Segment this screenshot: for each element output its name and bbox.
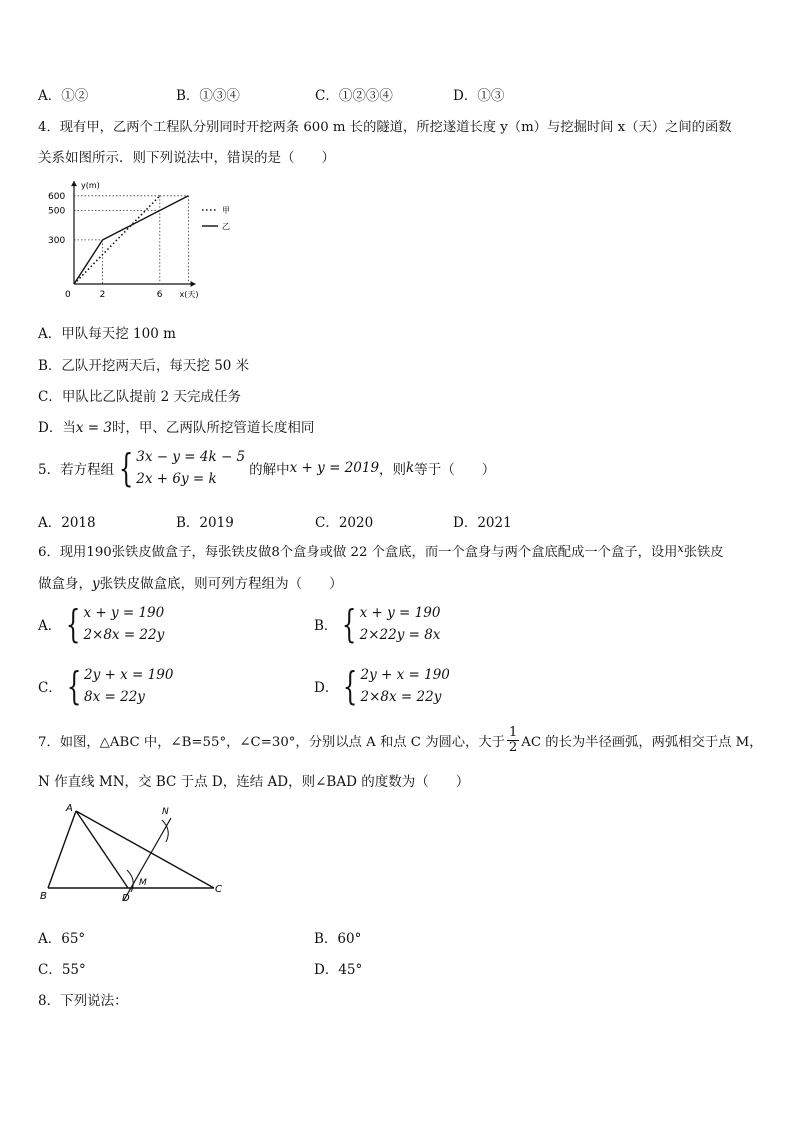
q6-option-a-label: A． — [38, 618, 62, 634]
x-axis-arrow-icon — [191, 281, 196, 287]
q5-mid2: ，则 — [379, 462, 407, 478]
q7-text-b: AC 的长为半径画弧，两弧相交于点 M， — [521, 735, 763, 750]
y-axis-arrow-icon — [71, 181, 77, 186]
q6-option-b-label: B． — [314, 618, 338, 634]
left-brace-icon: { — [66, 602, 81, 646]
q6-option-a-eq2: 2×8x = 22y — [83, 627, 165, 643]
q6-option-d — [314, 664, 450, 708]
q6-option-c-label: C． — [38, 680, 62, 696]
q6-var-y: y — [92, 576, 100, 592]
q7-option-a: A．65° — [38, 931, 86, 947]
q5-stem — [38, 446, 495, 490]
q6-option-d-label: D． — [314, 680, 339, 696]
q5-option-b: B．2019 — [176, 515, 234, 531]
q6-text-d: 张铁皮 — [683, 545, 724, 560]
q4-stem-line2: 关系如图所示．则下列说法中，错误的是（ ） — [38, 150, 335, 166]
point-label-d: D — [122, 893, 130, 904]
q4-option-d — [38, 416, 314, 436]
q6-num-190: 190 — [86, 545, 112, 560]
q3-option-b: B．①③④ — [176, 88, 240, 104]
q6-text-b: 张铁皮做盒子，每张铁皮做 — [111, 545, 272, 560]
q5-condition: x + y = 2019 — [289, 460, 380, 476]
q6-option-b-eq1: x + y = 190 — [359, 605, 441, 621]
q7-stem-line2: N 作直线 MN，交 BC 于点 D，连结 AD，则∠BAD 的度数为（ ） — [38, 774, 470, 790]
q6-text-a: 6．现用 — [38, 545, 87, 560]
q7-option-d: D．45° — [314, 962, 363, 978]
x-tick-label: 2 — [99, 290, 106, 300]
q6-text-f: 张铁皮做盒底，则可列方程组为（ ） — [99, 576, 343, 592]
x-tick-label: 6 — [156, 290, 163, 300]
legend-label-yi: 乙 — [222, 222, 230, 231]
left-brace-icon: { — [343, 664, 358, 708]
q7-frac-num: 1 — [508, 725, 518, 740]
left-brace-icon: { — [342, 602, 357, 646]
point-label-c: C — [215, 884, 222, 895]
q7-triangle-figure — [36, 800, 236, 910]
q5-option-d: D．2021 — [453, 515, 512, 531]
left-brace-icon: { — [118, 446, 134, 490]
y-tick-label: 600 — [48, 191, 66, 202]
x-axis-label: x(天) — [179, 290, 199, 299]
q4-option-d-suffix: 时，甲、乙两队所挖管道长度相同 — [111, 420, 315, 436]
q8-stem: 8．下列说法： — [38, 993, 128, 1009]
legend-label-jia: 甲 — [222, 206, 230, 215]
q6-option-c-eq1: 2y + x = 190 — [84, 667, 174, 683]
q6-stem-line1 — [38, 541, 724, 560]
q5-suffix: 等于（ ） — [414, 462, 496, 478]
segment-ac — [76, 811, 214, 888]
q5-prefix: 5．若方程组 — [38, 462, 115, 478]
q4-option-d-prefix: D．当 — [38, 420, 76, 436]
q7-frac-den: 2 — [508, 740, 518, 755]
q5-var: k — [406, 460, 415, 476]
q3-option-c: C．①②③④ — [315, 88, 393, 104]
q3-option-a: A．①② — [38, 88, 89, 104]
point-label-a: A — [66, 803, 73, 814]
origin-label: 0 — [65, 290, 71, 300]
q5-option-a: A．2018 — [38, 515, 96, 531]
q7-text-a: 7．如图，△ABC 中，∠B=55°，∠C=30°，分别以点 A 和点 C 为圆心，大于 — [38, 735, 505, 750]
point-label-m: M — [139, 878, 147, 888]
y-tick-label: 500 — [48, 206, 66, 217]
series-line-jia — [74, 196, 160, 284]
q6-option-c-eq2: 8x = 22y — [84, 689, 145, 705]
q4-line-chart — [40, 174, 250, 310]
q5-option-c: C．2020 — [315, 515, 374, 531]
point-label-b: B — [40, 891, 47, 902]
q7-option-b: B．60° — [314, 931, 362, 947]
q6-option-b-eq2: 2×22y = 8x — [359, 627, 441, 643]
q4-option-b: B．乙队开挖两天后，每天挖 50 米 — [38, 358, 250, 374]
q6-num-8: 8 — [271, 545, 280, 560]
q6-option-a-eq1: x + y = 190 — [83, 605, 165, 621]
q6-stem-line2 — [38, 572, 343, 592]
q6-option-d-eq2: 2×8x = 22y — [360, 689, 442, 705]
point-label-n: N — [162, 807, 169, 817]
y-axis-label: y(m) — [81, 181, 100, 191]
q7-stem-line1 — [38, 726, 763, 755]
left-brace-icon: { — [66, 664, 82, 708]
q6-text-c: 个盒身或做 22 个盒底，而一个盒身与两个盒底配成一个盒子，设用 — [279, 545, 678, 560]
y-tick-label: 300 — [48, 235, 66, 246]
series-line-yi — [74, 196, 188, 284]
q4-option-d-math: x = 3 — [75, 420, 112, 436]
q5-mid: 的解中 — [249, 462, 290, 478]
segment-ad — [76, 811, 128, 888]
q6-option-d-eq1: 2y + x = 190 — [360, 667, 450, 683]
q6-option-b — [314, 602, 440, 646]
q4-option-c: C．甲队比乙队提前 2 天完成任务 — [38, 389, 242, 405]
q7-fraction — [507, 726, 519, 755]
q6-option-a — [38, 602, 164, 646]
q4-stem-line1: 4．现有甲，乙两个工程队分别同时开挖两条 600 m 长的隧道，所挖遂道长度 y（m）与挖掘时间 x（天）之间的函数 — [38, 120, 732, 135]
q6-option-c — [38, 664, 173, 708]
segment-ab — [48, 811, 76, 888]
q5-eq2: 2x + 6y = k — [136, 471, 217, 487]
q4-option-a: A．甲队每天挖 100 m — [38, 326, 176, 342]
q7-option-c: C．55° — [38, 962, 86, 978]
q3-option-d: D．①③ — [453, 88, 505, 104]
q5-eq1: 3x − y = 4k − 5 — [136, 449, 246, 465]
q6-var-x: x — [677, 542, 684, 555]
q6-text-e: 做盒身， — [38, 576, 92, 592]
